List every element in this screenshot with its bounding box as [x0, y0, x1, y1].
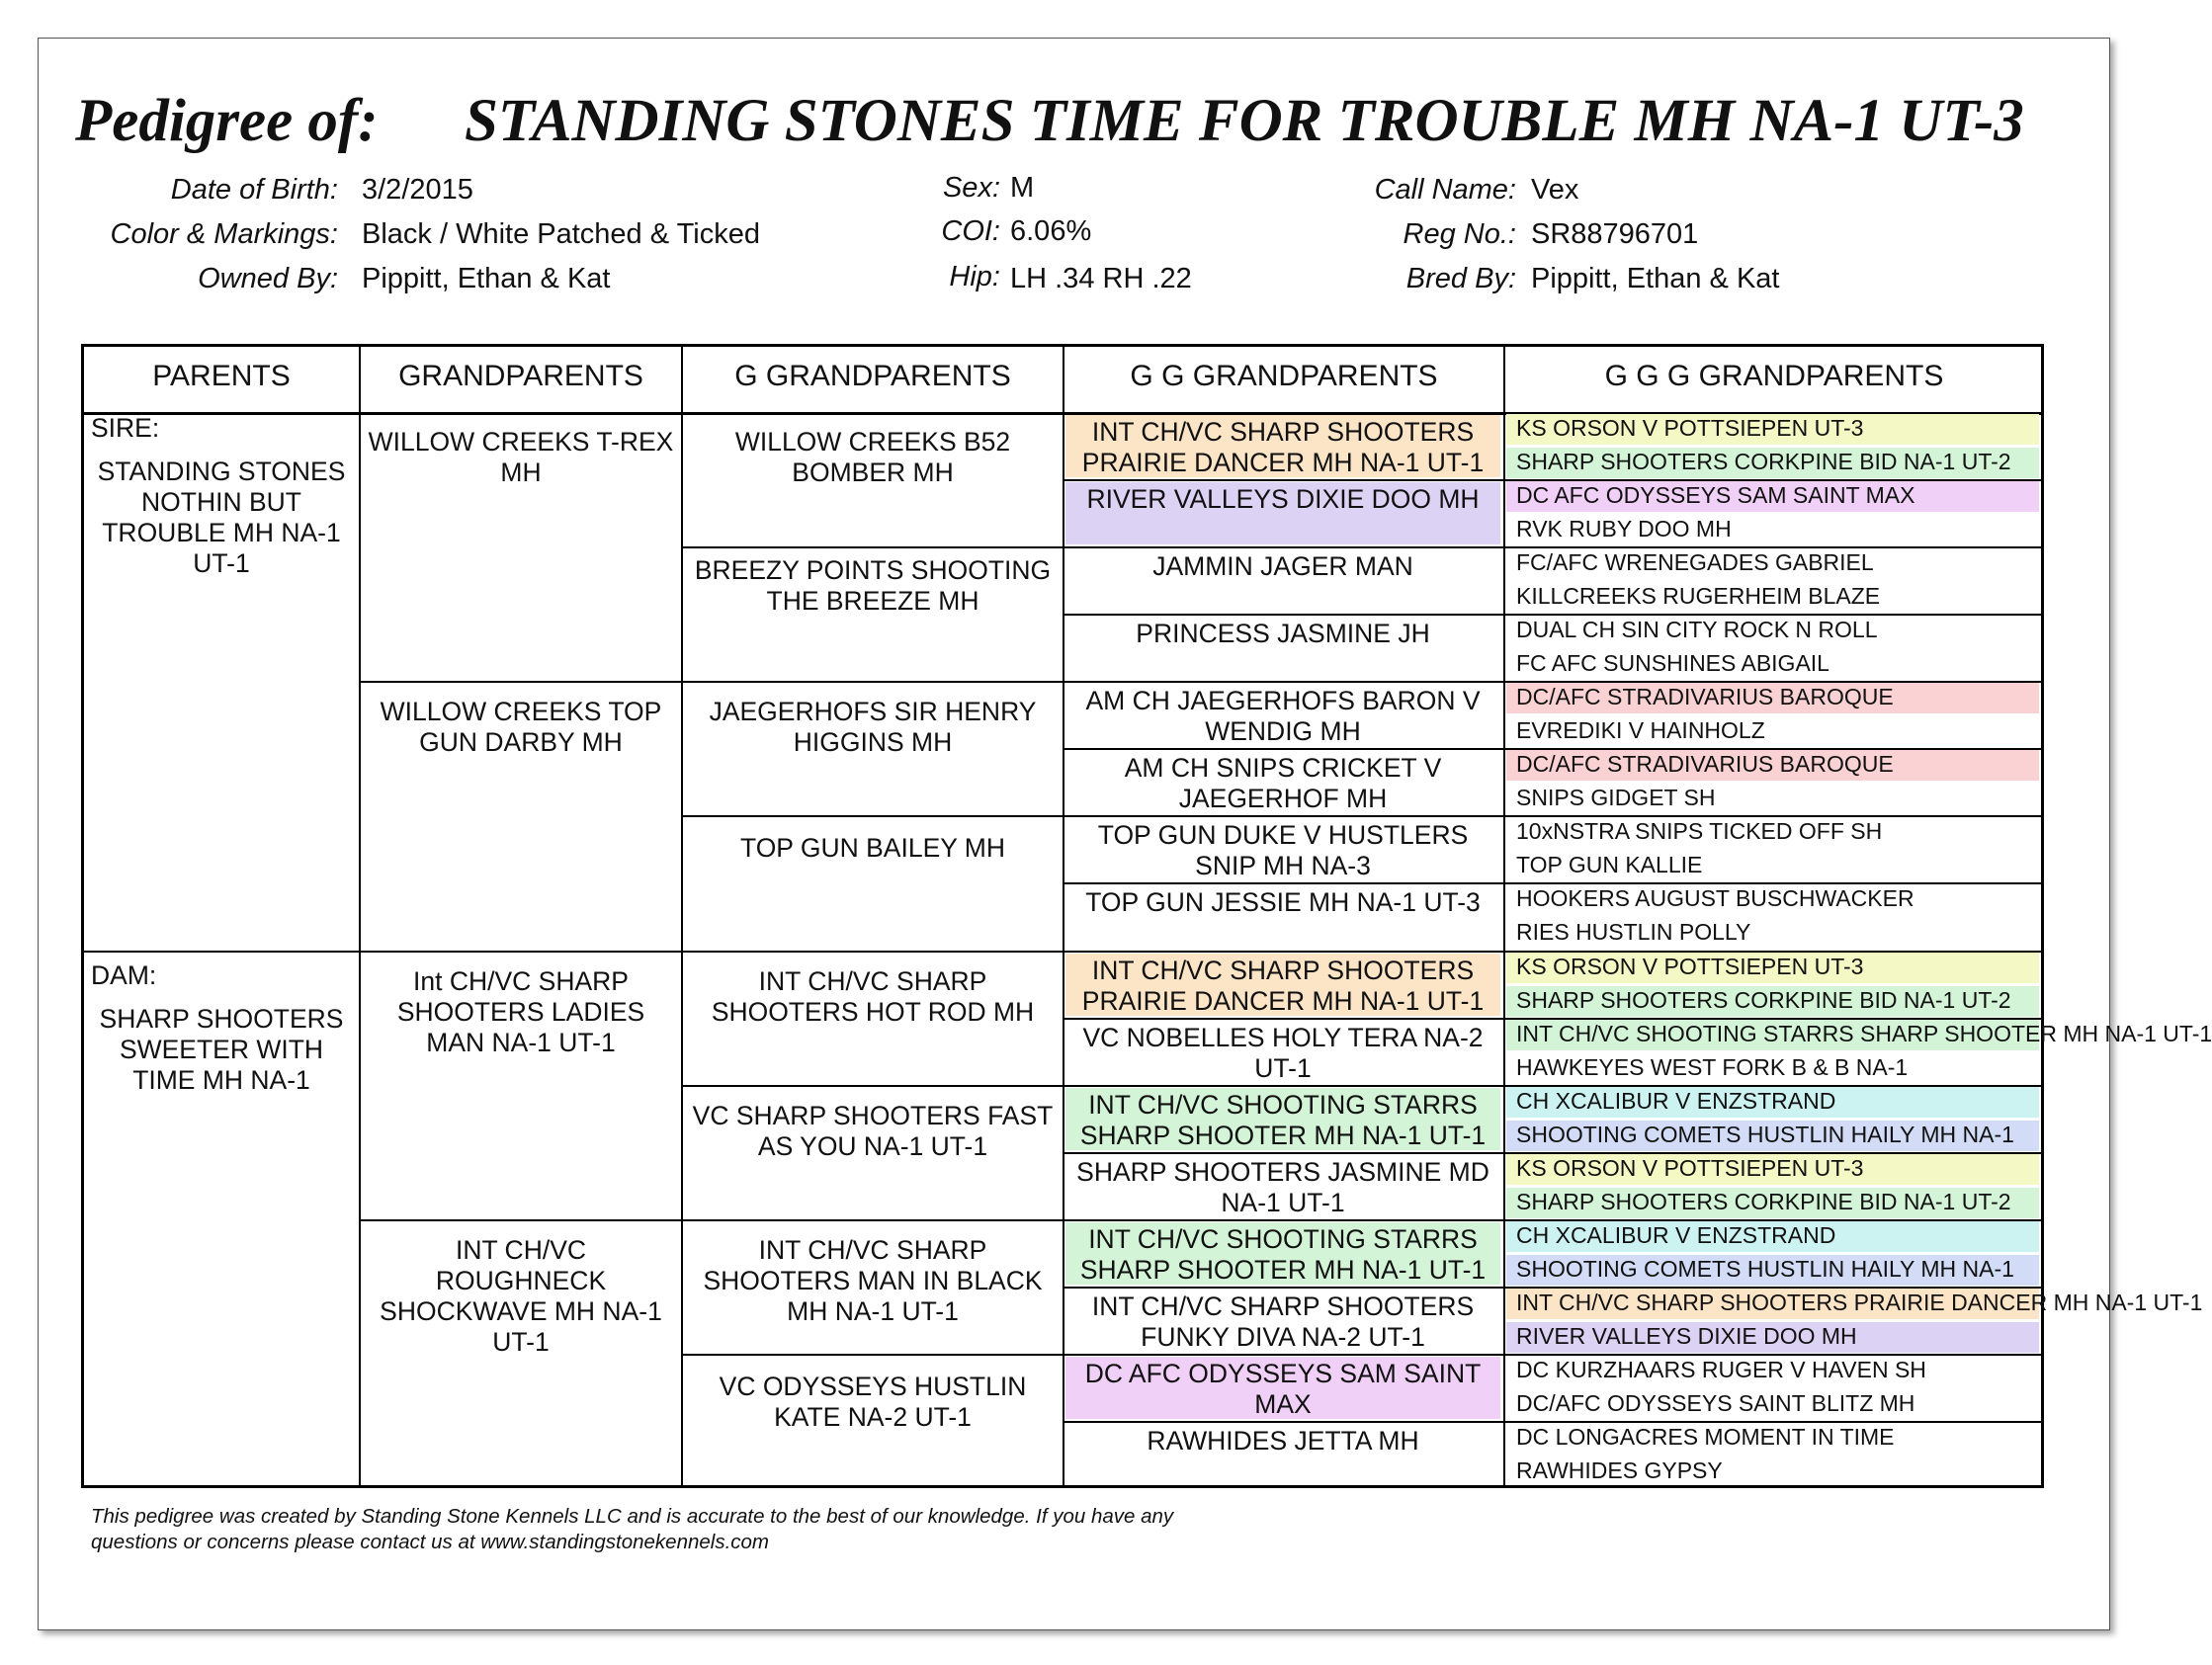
grid-line — [681, 344, 683, 1488]
grandparent-1: WILLOW CREEKS T-REX MH — [368, 427, 674, 487]
ggg-grandparent-26: SHOOTING COMETS HUSTLIN HAILY MH NA-1 — [1506, 1255, 2039, 1286]
ggg-grandparent-17: KS ORSON V POTTSIEPEN UT-3 — [1506, 953, 2039, 983]
ggg-grandparent-24: SHARP SHOOTERS CORKPINE BID NA-1 UT-2 — [1506, 1188, 2039, 1218]
gg-grandparent-14: INT CH/VC SHARP SHOOTERS FUNKY DIVA NA-2 UT-1 — [1091, 1290, 1475, 1352]
ggg-grandparent-29: DC KURZHAARS RUGER V HAVEN SH — [1516, 1356, 1926, 1382]
ggg-grandparent-19: INT CH/VC SHOOTING STARRS SHARP SHOOTER MH NA-1 UT-1 — [1506, 1020, 2039, 1050]
ggg-grandparent-4: RVK RUBY DOO MH — [1516, 516, 1732, 542]
ggg-grandparent-5: FC/AFC WRENEGADES GABRIEL — [1516, 549, 1874, 576]
dam-label: DAM: — [91, 960, 157, 990]
gg-grandparent-13: INT CH/VC SHOOTING STARRS SHARP SHOOTER MH NA-1 UT-1 — [1065, 1222, 1500, 1285]
sire-label: SIRE: — [91, 413, 160, 443]
call-name-label: Call Name: — [1374, 174, 1516, 206]
sex-label: Sex: — [942, 172, 1000, 204]
ggg-grandparent-23: KS ORSON V POTTSIEPEN UT-3 — [1506, 1154, 2039, 1185]
g-grandparent-1: WILLOW CREEKS B52 BOMBER MH — [734, 427, 1011, 487]
grandparent-4: INT CH/VC ROUGHNECK SHOCKWAVE MH NA-1 UT-1 — [380, 1235, 662, 1357]
owned-value: Pippitt, Ethan & Kat — [362, 263, 611, 294]
ggg-grandparent-31: DC LONGACRES MOMENT IN TIME — [1516, 1423, 1895, 1450]
ggg-grandparent-28: RIVER VALLEYS DIXIE DOO MH — [1506, 1322, 2039, 1353]
gg-grandparent-12: SHARP SHOOTERS JASMINE MD NA-1 UT-1 — [1076, 1156, 1489, 1217]
footer-disclaimer: This pedigree was created by Standing Stone Kennels LLC and is accurate to the best of our knowledge. If you have any questions or concerns please contact us at www.standingstonekennels.com — [91, 1505, 1174, 1553]
gg-grandparent-2: RIVER VALLEYS DIXIE DOO MH — [1065, 482, 1500, 544]
g-grandparent-6: VC SHARP SHOOTERS FAST AS YOU NA-1 UT-1 — [692, 1101, 1054, 1161]
ggg-grandparent-16: RIES HUSTLIN POLLY — [1516, 919, 1751, 946]
g-grandparent-7: INT CH/VC SHARP SHOOTERS MAN IN BLACK MH NA-1 UT-1 — [703, 1235, 1043, 1326]
grid-line — [1503, 344, 1505, 1488]
ggg-grandparent-22: SHOOTING COMETS HUSTLIN HAILY MH NA-1 — [1506, 1121, 2039, 1151]
coi-value: 6.06% — [1010, 215, 1092, 247]
header-gg-grandparents: G G GRANDPARENTS — [1130, 360, 1438, 392]
g-grandparent-5: INT CH/VC SHARP SHOOTERS HOT ROD MH — [711, 966, 1035, 1027]
grid-line — [1063, 815, 2044, 817]
hip-value: LH .34 RH .22 — [1010, 263, 1192, 294]
ggg-grandparent-7: DUAL CH SIN CITY ROCK N ROLL — [1516, 617, 1878, 643]
color-label: Color & Markings: — [110, 218, 338, 250]
ggg-grandparent-20: HAWKEYES WEST FORK B & B NA-1 — [1516, 1053, 1909, 1080]
dob-value: 3/2/2015 — [362, 174, 473, 206]
g-grandparent-3: JAEGERHOFS SIR HENRY HIGGINS MH — [709, 697, 1037, 757]
ggg-grandparent-10: EVREDIKI V HAINHOLZ — [1516, 717, 1765, 744]
sex-value: M — [1010, 172, 1035, 204]
header-parents: PARENTS — [152, 360, 291, 392]
hip-label: Hip: — [949, 261, 1000, 292]
ggg-grandparent-14: TOP GUN KALLIE — [1516, 852, 1703, 878]
reg-no-label: Reg No.: — [1403, 218, 1516, 250]
color-value: Black / White Patched & Ticked — [362, 218, 760, 250]
gg-grandparent-6: AM CH SNIPS CRICKET V JAEGERHOF MH — [1124, 753, 1442, 814]
g-grandparent-2: BREEZY POINTS SHOOTING THE BREEZE MH — [694, 555, 1052, 616]
dam-name: SHARP SHOOTERS SWEETER WITH TIME MH NA-1 — [99, 1004, 344, 1095]
ggg-grandparent-15: HOOKERS AUGUST BUSCHWACKER — [1516, 885, 1914, 912]
gg-grandparent-11: INT CH/VC SHOOTING STARRS SHARP SHOOTER MH NA-1 UT-1 — [1065, 1088, 1500, 1150]
gg-grandparent-4: PRINCESS JASMINE JH — [1136, 619, 1430, 649]
ggg-grandparent-11: DC/AFC STRADIVARIUS BAROQUE — [1506, 750, 2039, 781]
gg-grandparent-3: JAMMIN JAGER MAN — [1152, 551, 1413, 582]
bred-by-value: Pippitt, Ethan & Kat — [1531, 263, 1780, 294]
dob-label: Date of Birth: — [170, 174, 338, 206]
ggg-grandparent-25: CH XCALIBUR V ENZSTRAND — [1506, 1221, 2039, 1252]
gg-grandparent-9: INT CH/VC SHARP SHOOTERS PRAIRIE DANCER MH NA-1 UT-1 — [1065, 954, 1500, 1016]
pedigree-title-prefix: Pedigree of: — [75, 88, 379, 154]
grid-line — [359, 344, 361, 1488]
gg-grandparent-16: RAWHIDES JETTA MH — [1147, 1425, 1419, 1456]
ggg-grandparent-21: CH XCALIBUR V ENZSTRAND — [1506, 1087, 2039, 1118]
gg-grandparent-7: TOP GUN DUKE V HUSTLERS SNIP MH NA-3 — [1097, 820, 1469, 881]
ggg-grandparent-2: SHARP SHOOTERS CORKPINE BID NA-1 UT-2 — [1506, 448, 2039, 478]
header-g-grandparents: G GRANDPARENTS — [734, 360, 1011, 392]
dog-registered-name: STANDING STONES TIME FOR TROUBLE MH NA-1 UT-3 — [465, 88, 2024, 154]
sire-name: STANDING STONES NOTHIN BUT TROUBLE MH NA-1 UT-1 — [97, 457, 346, 578]
call-name-value: Vex — [1531, 174, 1579, 206]
ggg-grandparent-18: SHARP SHOOTERS CORKPINE BID NA-1 UT-2 — [1506, 986, 2039, 1017]
grid-line — [1063, 882, 2044, 884]
ggg-grandparent-8: FC AFC SUNSHINES ABIGAIL — [1516, 650, 1829, 677]
gg-grandparent-10: VC NOBELLES HOLY TERA NA-2 UT-1 — [1082, 1022, 1484, 1083]
ggg-grandparent-9: DC/AFC STRADIVARIUS BAROQUE — [1506, 683, 2039, 713]
bred-by-label: Bred By: — [1405, 263, 1516, 294]
gg-grandparent-5: AM CH JAEGERHOFS BARON V WENDIG MH — [1085, 686, 1481, 747]
owned-label: Owned By: — [198, 263, 338, 294]
coi-label: COI: — [941, 215, 1000, 247]
ggg-grandparent-13: 10xNSTRA SNIPS TICKED OFF SH — [1516, 818, 1883, 845]
ggg-grandparent-30: DC/AFC ODYSSEYS SAINT BLITZ MH — [1516, 1389, 1915, 1416]
grid-line — [1063, 344, 1064, 1488]
g-grandparent-8: VC ODYSSEYS HUSTLIN KATE NA-2 UT-1 — [719, 1372, 1027, 1432]
g-grandparent-4: TOP GUN BAILEY MH — [739, 833, 1006, 863]
grandparent-2: WILLOW CREEKS TOP GUN DARBY MH — [380, 697, 662, 757]
grandparent-3: Int CH/VC SHARP SHOOTERS LADIES MAN NA-1 UT-1 — [396, 966, 645, 1057]
reg-no-value: SR88796701 — [1531, 218, 1699, 250]
ggg-grandparent-27: INT CH/VC SHARP SHOOTERS PRAIRIE DANCER MH NA-1 UT-1 — [1506, 1289, 2039, 1319]
gg-grandparent-1: INT CH/VC SHARP SHOOTERS PRAIRIE DANCER MH NA-1 UT-1 — [1065, 415, 1500, 477]
gg-grandparent-15: DC AFC ODYSSEYS SAM SAINT MAX — [1065, 1357, 1500, 1419]
ggg-grandparent-1: KS ORSON V POTTSIEPEN UT-3 — [1506, 414, 2039, 445]
ggg-grandparent-32: RAWHIDES GYPSY — [1516, 1457, 1723, 1483]
ggg-grandparent-12: SNIPS GIDGET SH — [1516, 785, 1716, 811]
gg-grandparent-8: TOP GUN JESSIE MH NA-1 UT-3 — [1085, 887, 1481, 918]
ggg-grandparent-3: DC AFC ODYSSEYS SAM SAINT MAX — [1506, 481, 2039, 512]
header-grandparents: GRANDPARENTS — [398, 360, 643, 392]
header-ggg-grandparents: G G G GRANDPARENTS — [1604, 360, 1944, 392]
ggg-grandparent-6: KILLCREEKS RUGERHEIM BLAZE — [1516, 583, 1881, 610]
grid-line — [1063, 748, 2044, 750]
